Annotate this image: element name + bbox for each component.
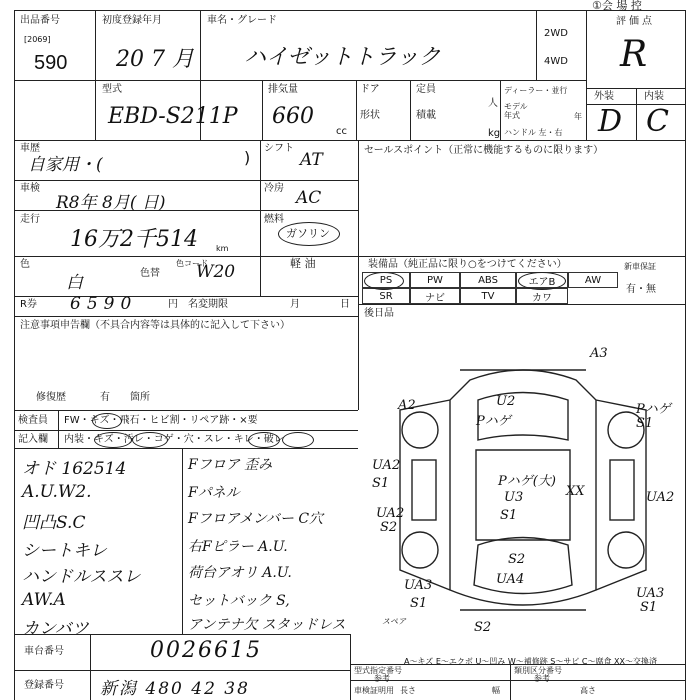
interior-value: C	[646, 104, 669, 139]
notice-label: 注意事項申告欄（不具合内容等は具体的に記入して下さい）	[20, 320, 290, 331]
diagram-mark: UA4	[496, 572, 525, 587]
reference-1: 参考	[374, 674, 390, 683]
diagram-mark: S1	[500, 508, 518, 523]
diagram-mark: UA2	[376, 506, 405, 521]
note-left-item: 凹凸S.C	[22, 513, 86, 533]
exterior-value: D	[598, 104, 623, 139]
ac-label: 冷房	[264, 183, 284, 194]
color-label: 色	[20, 259, 30, 270]
model-year-label: モデル年式	[504, 102, 528, 120]
note-right-item: セットバック S,	[188, 593, 290, 609]
person-unit: 人	[488, 98, 498, 109]
inspector-items: FW・キズ・飛石・ヒビ割・リペア跡・×要	[64, 415, 258, 426]
shift-value: AT	[300, 150, 323, 170]
mileage-value: 16万2千514	[70, 227, 198, 252]
site-label: ①会 場 控	[592, 0, 642, 12]
note-left-item: A.U.W2.	[22, 482, 92, 502]
interior-label: 内装	[644, 91, 664, 102]
drive-4wd: 4WD	[544, 56, 568, 67]
color-code-label: 色コード	[176, 259, 208, 268]
entry-label: 記入欄	[18, 434, 48, 445]
shift-label: シフト	[264, 143, 294, 154]
recycle-value: 6590	[70, 294, 138, 314]
handle-label: ハンドル 左・右	[504, 128, 563, 137]
history-paren-close: )	[244, 148, 251, 167]
history-label: 車歴	[20, 143, 40, 154]
note-right-item: 右Fピラー A.U.	[188, 539, 288, 555]
diagram-mark: スペア	[382, 617, 406, 626]
length-label: 長さ	[400, 686, 416, 695]
diagram-mark: S2	[508, 552, 526, 567]
month-label: 月	[290, 299, 300, 310]
equip-airbag: エアB	[516, 272, 568, 288]
reference-2: 参考	[534, 674, 550, 683]
note-right-item: Fフロア 歪み	[188, 457, 273, 473]
entry-items: 内装・キズ・汚レ・コゲ・穴・スレ・キレ・破レ	[64, 434, 284, 445]
equip-ps: PS	[362, 272, 410, 288]
equip-airbag-circle	[518, 272, 566, 290]
note-right-item: アンテナ欠 スタッドレス	[188, 617, 346, 633]
dealer-label: ディーラー・並行	[504, 86, 568, 95]
note-left-item: AW.A	[22, 590, 66, 610]
color-code-value: W20	[196, 262, 236, 282]
ac-value: AC	[296, 188, 322, 208]
capacity-label: 定員	[416, 84, 436, 95]
sales-point-label: セールスポイント（正常に機能するものに限ります）	[364, 145, 604, 156]
history-value: 自家用・(	[28, 155, 103, 175]
diagram-mark: S1	[636, 416, 654, 431]
rear-seat-label: 後日品	[364, 308, 394, 319]
equip-sr: SR	[362, 288, 410, 304]
diagram-mark: Pハゲ	[476, 414, 511, 429]
equip-navi: ナビ	[410, 288, 460, 304]
fuel-gas-circle	[278, 222, 340, 246]
inspector-label: 検査員	[18, 415, 48, 426]
fuel-gas: ガソリン	[286, 227, 330, 240]
color-change-label: 色替	[140, 268, 160, 279]
displacement-label: 排気量	[268, 84, 298, 95]
cc-unit: cc	[336, 126, 347, 137]
inspection-label: 車検	[20, 183, 40, 194]
repair-label: 修復歴	[36, 392, 66, 403]
width-label: 幅	[492, 686, 500, 695]
fuel-diesel: 軽 油	[290, 257, 316, 270]
diagram-mark: U2	[496, 394, 516, 409]
diagram-mark: XX	[566, 484, 585, 499]
first-reg-label: 初度登録年月	[102, 15, 162, 26]
chassis-label: 車台番号	[24, 646, 64, 657]
name-value: ハイゼットトラック	[244, 45, 441, 70]
diagram-mark: S1	[372, 476, 390, 491]
equip-aw: AW	[568, 272, 618, 288]
diagram-mark: UA3	[404, 578, 433, 593]
kire-circle	[282, 432, 314, 448]
new-car-label: 新車保証	[624, 262, 656, 271]
equipment-label: 装備品（純正品に限り○をつけてください）	[368, 259, 567, 270]
equip-ps-circle	[364, 272, 404, 290]
yogore-circle	[132, 432, 168, 448]
year-unit: 年	[574, 112, 582, 121]
note-right-item: Fパネル	[188, 485, 240, 501]
displacement-value: 660	[272, 104, 314, 129]
form-label-2: 類別区分番号	[514, 666, 562, 675]
equip-abs: ABS	[460, 272, 516, 288]
diagram-mark: A3	[590, 346, 608, 361]
chassis-value: 0026615	[150, 638, 262, 663]
diagram-mark: UA3	[636, 586, 665, 601]
model-value: EBD-S211P	[108, 104, 238, 129]
grade-label: 評価点	[616, 16, 655, 27]
diagram-mark: A2	[398, 398, 416, 413]
equip-tv: TV	[460, 288, 516, 304]
form-label-1: 型式指定番号	[354, 666, 402, 675]
location-label: 箇所	[130, 392, 150, 403]
repair-value: 有	[100, 392, 110, 403]
note-right-item: Fフロアメンバー C穴	[188, 511, 324, 527]
kg-unit: kg	[488, 128, 501, 139]
fuel-label: 燃料	[264, 214, 284, 225]
note-left-item: オド 162514	[22, 459, 127, 479]
shape-label: 形状	[360, 110, 380, 121]
legend: A～キズ E～エクボ U～凹み W～補修跡 S～サビ C～腐食 XX～交換済	[404, 657, 658, 666]
load-label: 積載	[416, 110, 436, 121]
diagram-mark: UA2	[646, 490, 675, 505]
reg-label: 登録番号	[24, 680, 64, 691]
inspection-value: R8年 8月( 日)	[56, 193, 166, 213]
model-label: 型式	[102, 84, 122, 95]
lot-code: [2069]	[24, 35, 51, 44]
color-value: 白	[66, 273, 83, 293]
diagram-mark: Pハゲ	[636, 402, 671, 417]
diagram-mark: S2	[474, 620, 492, 635]
diagram-mark: UA2	[372, 458, 401, 473]
diagram-mark: S2	[380, 520, 398, 535]
note-right-item: 荷台アオリ A.U.	[188, 565, 292, 581]
drive-2wd: 2WD	[544, 28, 568, 39]
name-label: 車名・グレード	[207, 15, 277, 26]
recycle-label: R券	[20, 299, 37, 310]
height-label: 高さ	[580, 686, 596, 695]
lot-number: 590	[34, 52, 68, 74]
reg-value: 新潟 480 42 38	[100, 679, 250, 699]
first-reg-value: 20 7 月	[116, 47, 194, 72]
lot-label: 出品番号	[20, 15, 60, 26]
equip-leather: カワ	[516, 288, 568, 304]
diagram-mark: U3	[504, 490, 524, 505]
equip-pw: PW	[410, 272, 460, 288]
sure-circle	[248, 432, 280, 448]
yen-unit: 円	[168, 299, 178, 310]
diagram-mark: Pハゲ(大)	[498, 474, 556, 489]
exterior-label: 外装	[594, 91, 614, 102]
note-left-item: カンバツ	[22, 619, 89, 639]
day-label: 日	[340, 299, 350, 310]
diagram-mark: S1	[410, 596, 428, 611]
grade-value: R	[620, 34, 648, 75]
mileage-label: 走行	[20, 214, 40, 225]
km-unit: km	[216, 244, 229, 253]
diagram-mark: S1	[640, 600, 658, 615]
note-left-item: シートキレ	[22, 541, 107, 561]
kizu-circle-2	[94, 432, 132, 448]
warranty-value: 有・無	[626, 284, 656, 295]
kizu-circle	[92, 413, 122, 429]
note-left-item: ハンドルススレ	[22, 567, 141, 587]
cert-label: 車検証明用	[354, 686, 394, 695]
name-change-label: 名変期限	[188, 299, 228, 310]
door-label: ドア	[360, 84, 380, 95]
